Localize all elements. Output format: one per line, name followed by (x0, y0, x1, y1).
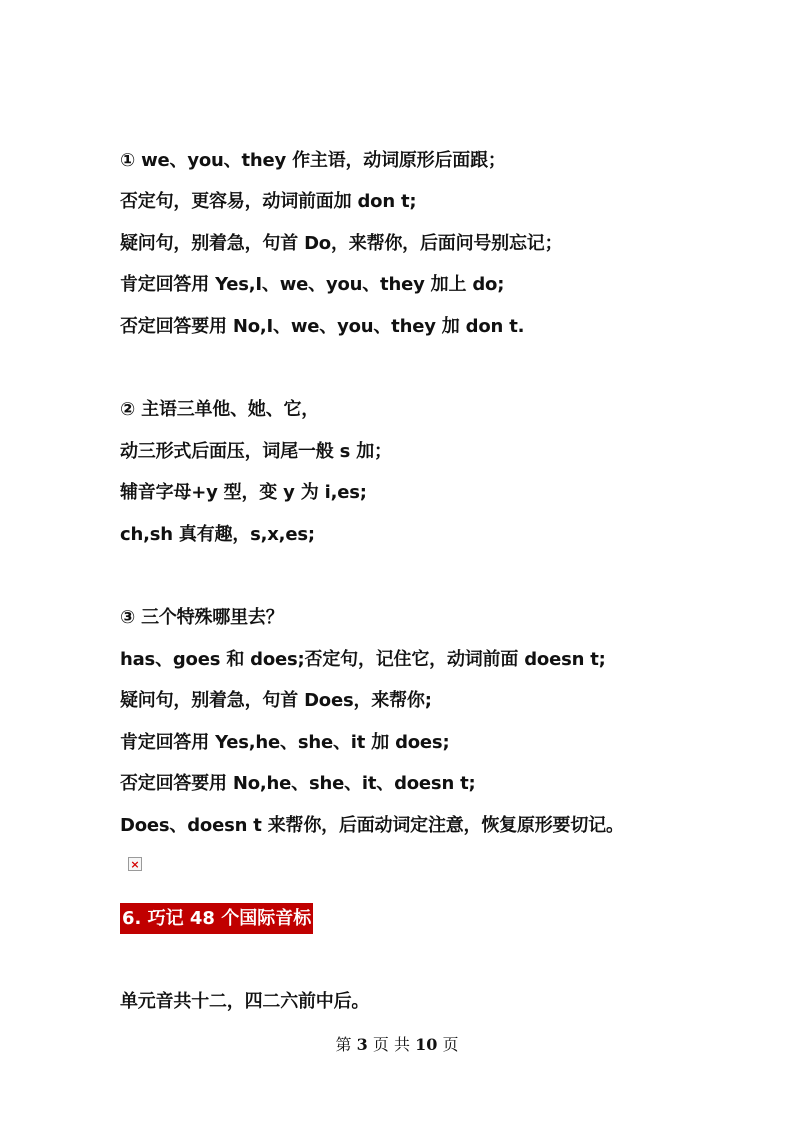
footer-prefix: 第 (335, 1035, 352, 1054)
rule-question-do: 疑问句，别着急，句首 Do，来帮你，后面问号别忘记； (120, 233, 563, 254)
rule-short-answer-no-doesnt: 否定回答要用 No,he、she、it、doesn t; (120, 773, 476, 794)
rule-short-answer-no-dont: 否定回答要用 No,I、we、you、they 加 don t. (120, 316, 525, 337)
broken-image-x-icon: × (130, 857, 140, 871)
rule-does-doesnt-base-form: Does、doesn t 来帮你，后面动词定注意，恢复原形要切记。 (120, 815, 624, 836)
rule-third-person-subject: ② 主语三单他、她、它， (120, 399, 320, 420)
page-footer (0, 1034, 794, 1056)
footer-total-pages: 10 (415, 1035, 438, 1054)
rule-we-you-they-subject: ① we、you、they 作主语，动词原形后面跟； (120, 150, 506, 171)
rule-add-s: 动三形式后面压，词尾一般 s 加； (120, 441, 392, 462)
rule-negative-dont: 否定句，更容易，动词前面加 don t; (120, 191, 417, 212)
rule-short-answer-yes-does: 肯定回答用 Yes,he、she、it 加 does; (120, 732, 450, 753)
rule-has-goes-does: has、goes 和 does;否定句，记住它，动词前面 doesn t; (120, 649, 606, 670)
footer-page-number: 3 (356, 1035, 368, 1054)
rule-question-does: 疑问句，别着急，句首 Does，来帮你; (120, 690, 432, 711)
rule-monophthongs: 单元音共十二，四二六前中后。 (120, 991, 370, 1012)
rule-three-special-heading: ③ 三个特殊哪里去？ (120, 607, 284, 628)
footer-suffix: 页 (442, 1035, 459, 1054)
footer-middle: 页 共 (372, 1035, 410, 1054)
rule-short-answer-yes-do: 肯定回答用 Yes,I、we、you、they 加上 do; (120, 274, 505, 295)
section-heading-phonetic-symbols: 6. 巧记 48 个国际音标 (120, 903, 313, 934)
rule-ch-sh-s-x-es: ch,sh 真有趣，s,x,es; (120, 524, 315, 545)
broken-image-icon (128, 857, 142, 871)
rule-consonant-y-ies: 辅音字母+y 型，变 y 为 i,es; (120, 482, 367, 503)
